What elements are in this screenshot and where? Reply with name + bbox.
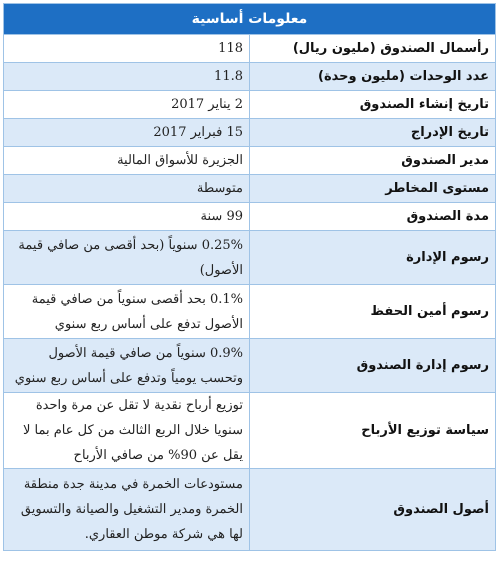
row-value-custodian-fee: 0.1% بحد أقصى سنوياً من صافي قيمة الأصول تدفع على أساس ربع سنوي — [4, 285, 250, 339]
table-row — [4, 147, 496, 175]
table-row — [4, 339, 496, 393]
row-label-inception-date: تاريخ إنشاء الصندوق — [250, 91, 496, 119]
row-label-fund-term: مدة الصندوق — [250, 203, 496, 231]
row-value-administration-fee: 0.9% سنوياً من صافي قيمة الأصول وتحسب يومياً وتدفع على أساس ربع سنوي — [4, 339, 250, 393]
table-row — [4, 91, 496, 119]
table-row — [4, 175, 496, 203]
table-row — [4, 285, 496, 339]
row-value-units: 11.8 — [4, 63, 250, 91]
row-value-fund-assets: مستودعات الخمرة في مدينة جدة منطقة الخمرة ومدير التشغيل والصيانة والتسويق لها هي شركة موطن العقاري. — [4, 469, 250, 551]
table-row — [4, 469, 496, 551]
table-title: معلومات أساسية — [4, 4, 496, 35]
row-label-units: عدد الوحدات (مليون وحدة) — [250, 63, 496, 91]
table-row — [4, 63, 496, 91]
row-value-management-fee: 0.25% سنوياً (بحد أقصى من صافي قيمة الأصول) — [4, 231, 250, 285]
row-label-dividend-policy: سياسة توزيع الأرباح — [250, 393, 496, 469]
fund-info-table — [3, 3, 496, 551]
row-value-capital: 118 — [4, 35, 250, 63]
row-label-fund-manager: مدير الصندوق — [250, 147, 496, 175]
row-value-listing-date: 15 فبراير 2017 — [4, 119, 250, 147]
table-row — [4, 35, 496, 63]
row-value-inception-date: 2 يناير 2017 — [4, 91, 250, 119]
table-header-row — [4, 4, 496, 35]
table-row — [4, 393, 496, 469]
row-value-risk-level: متوسطة — [4, 175, 250, 203]
row-label-fund-assets: أصول الصندوق — [250, 469, 496, 551]
row-value-fund-term: 99 سنة — [4, 203, 250, 231]
table-row — [4, 203, 496, 231]
row-value-dividend-policy: توزيع أرباح نقدية لا تقل عن مرة واحدة سنويا خلال الربع الثالث من كل عام بما لا يقل عن 90% من صافي الأرباح — [4, 393, 250, 469]
row-label-risk-level: مستوى المخاطر — [250, 175, 496, 203]
row-label-administration-fee: رسوم إدارة الصندوق — [250, 339, 496, 393]
row-label-capital: رأسمال الصندوق (مليون ريال) — [250, 35, 496, 63]
table-row — [4, 119, 496, 147]
table-row — [4, 231, 496, 285]
row-label-custodian-fee: رسوم أمين الحفظ — [250, 285, 496, 339]
row-label-listing-date: تاريخ الإدراج — [250, 119, 496, 147]
row-value-fund-manager: الجزيرة للأسواق المالية — [4, 147, 250, 175]
row-label-management-fee: رسوم الإدارة — [250, 231, 496, 285]
